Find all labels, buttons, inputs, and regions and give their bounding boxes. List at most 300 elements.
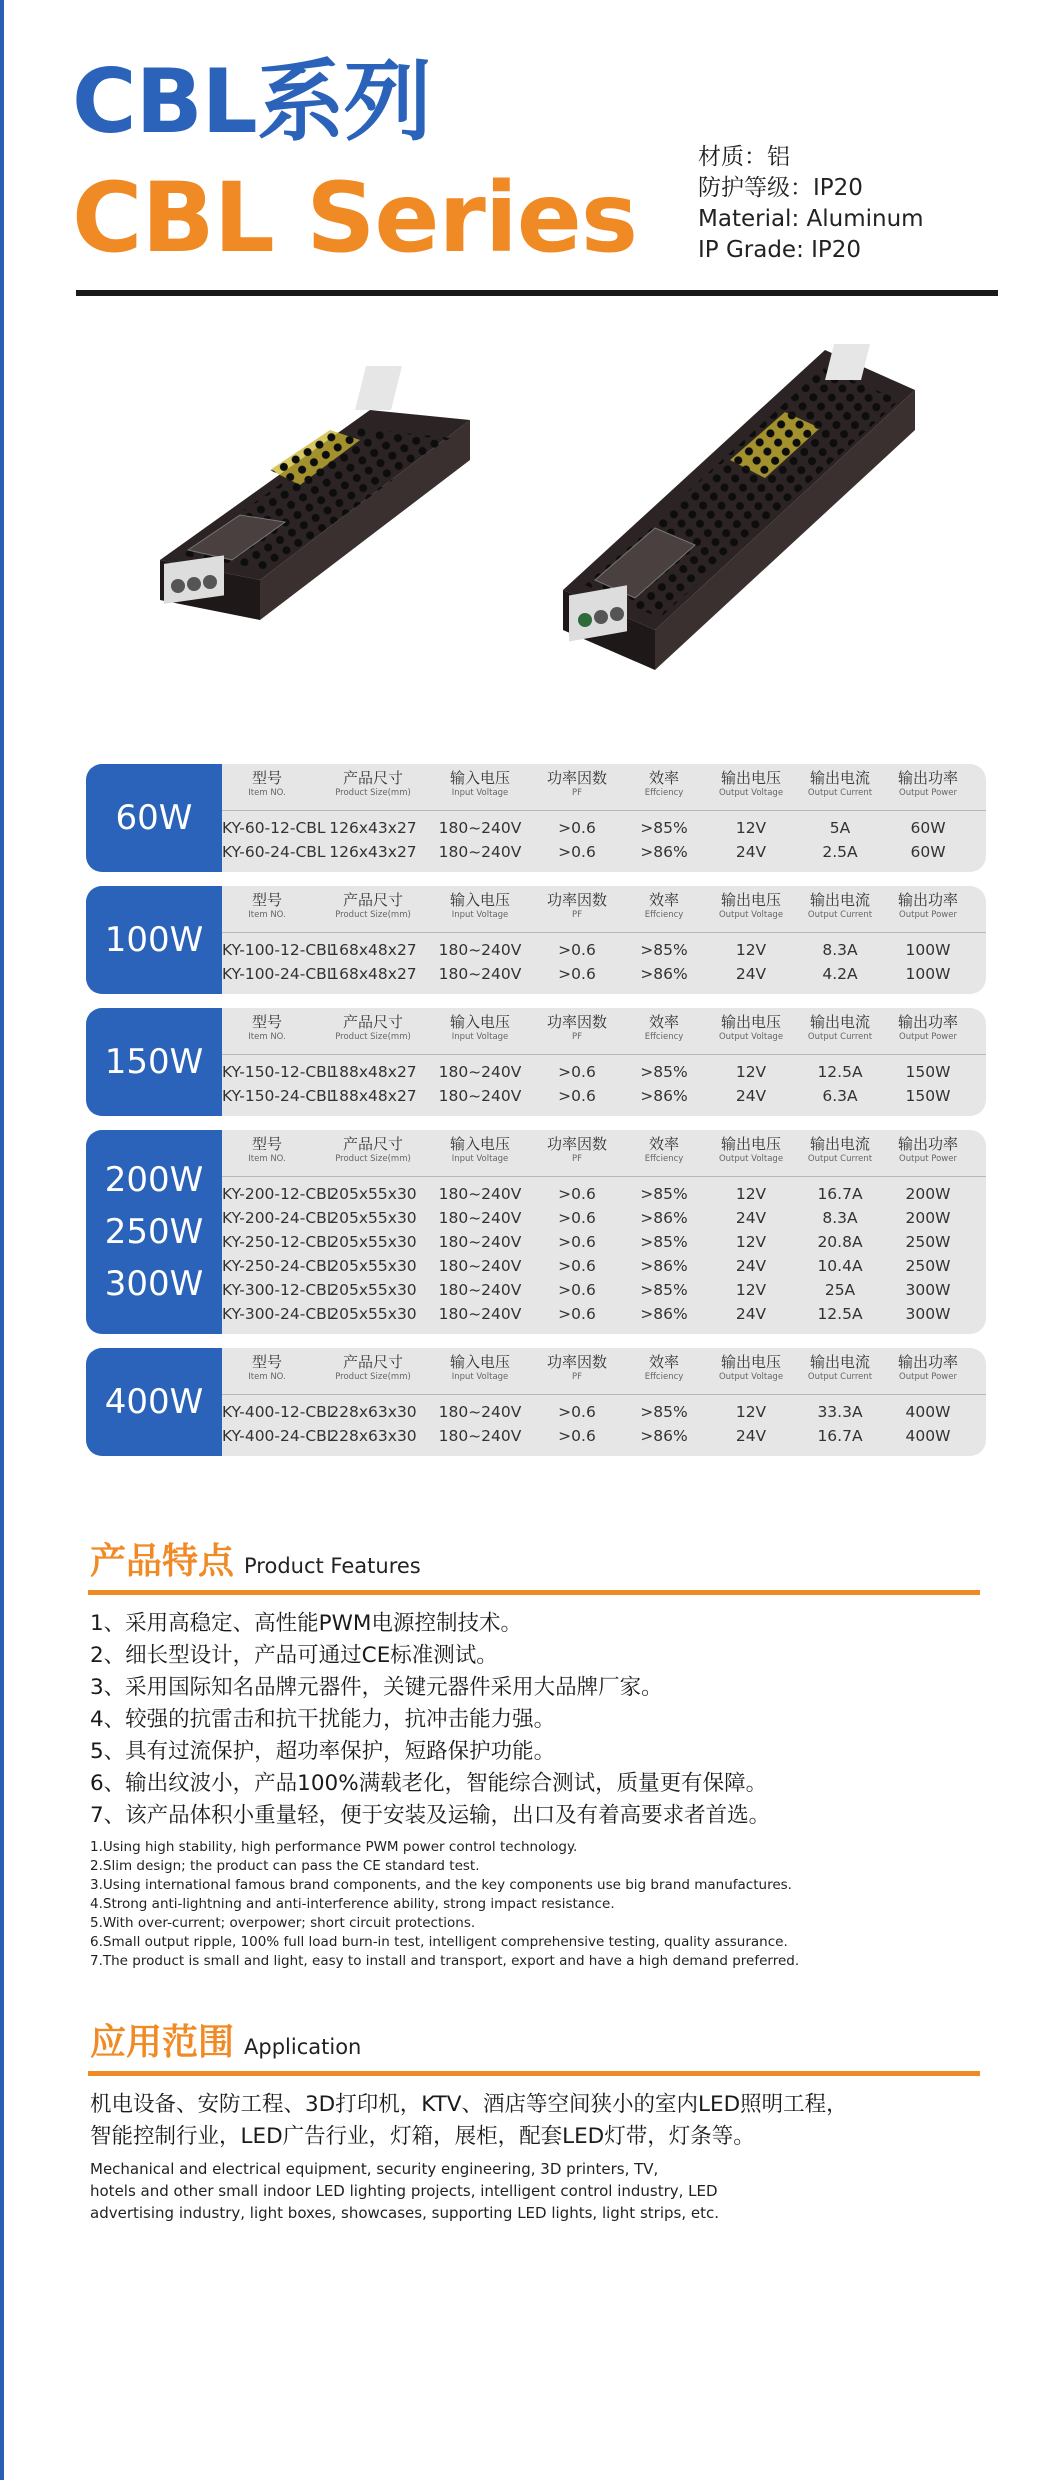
table-cell: 24V: [735, 1209, 767, 1227]
table-cell: >85%: [640, 1063, 688, 1081]
table-cell: 205x55x30: [329, 1209, 417, 1227]
table-row: [222, 816, 986, 840]
table-cell: 200W: [905, 1185, 951, 1203]
wattage-badge: [86, 1130, 222, 1334]
product-photo-long: [555, 340, 935, 700]
column-header: [883, 770, 973, 799]
table-cell: 168x48x27: [329, 965, 417, 983]
feature-cn-item: 2、细长型设计，产品可通过CE标准测试。: [90, 1643, 498, 1668]
table-row: [222, 1206, 986, 1230]
table-cell: 400W: [905, 1403, 951, 1421]
column-header: [532, 892, 622, 921]
table-cell: KY-250-12-CBL: [222, 1233, 336, 1251]
column-header-cn: 产品尺寸: [342, 769, 403, 787]
table-cell: 24V: [735, 1087, 767, 1105]
table-cell: 205x55x30: [329, 1257, 417, 1275]
spec-table-group: [86, 1008, 986, 1116]
table-row: [222, 1400, 986, 1424]
table-cell: 6.3A: [822, 1087, 858, 1105]
column-header-cn: 产品尺寸: [342, 1013, 403, 1031]
column-header-cn: 输出功率: [897, 1353, 958, 1371]
column-header-en: Output Current: [807, 788, 873, 798]
column-header: [532, 1014, 622, 1043]
column-header-en: Output Current: [807, 1032, 873, 1042]
column-header-en: Effciency: [644, 1032, 684, 1042]
table-cell: >0.6: [558, 843, 596, 861]
feature-en-item: 5.With over-current; overpower; short circuit protections.: [90, 1915, 476, 1931]
table-row: [222, 1254, 986, 1278]
column-header-cn: 效率: [648, 769, 679, 787]
feature-cn-item: 4、较强的抗雷击和抗干扰能力，抗冲击能力强。: [90, 1707, 556, 1732]
column-header-cn: 输入电压: [449, 769, 510, 787]
table-cell: KY-300-24-CBL: [222, 1305, 336, 1323]
table-cell: KY-100-12-CBL: [222, 941, 336, 959]
table-cell: >86%: [640, 965, 688, 983]
column-header: [795, 892, 885, 921]
column-header-en: Output Voltage: [718, 910, 784, 920]
column-header: [706, 1136, 796, 1165]
application-title-cn: 应用范围: [90, 2022, 235, 2063]
table-cell: 5A: [829, 819, 851, 837]
spec-material-en: Material: Aluminum: [698, 206, 924, 232]
table-cell: >85%: [640, 819, 688, 837]
table-cell: 180~240V: [438, 1209, 522, 1227]
column-header: [795, 770, 885, 799]
column-header-cn: 输出电流: [809, 1013, 870, 1031]
application-cn-line: 智能控制行业，LED广告行业，灯箱，展柜，配套LED灯带，灯条等。: [90, 2124, 755, 2149]
table-cell: 180~240V: [438, 843, 522, 861]
wattage-label: 200W: [104, 1160, 204, 1200]
column-header-cn: 型号: [251, 1353, 282, 1371]
column-header-en: Effciency: [644, 1154, 684, 1164]
column-header: [222, 1014, 312, 1043]
column-header-cn: 功率因数: [546, 1135, 607, 1153]
wattage-label: 250W: [104, 1212, 204, 1252]
column-header-cn: 功率因数: [546, 1013, 607, 1031]
column-header: [222, 770, 312, 799]
table-row: [222, 1424, 986, 1448]
table-cell: >0.6: [558, 941, 596, 959]
table-cell: 12V: [735, 1281, 767, 1299]
column-header-cn: 效率: [648, 891, 679, 909]
table-cell: >86%: [640, 1305, 688, 1323]
table-cell: 24V: [735, 1257, 767, 1275]
column-header: [706, 1354, 796, 1383]
table-cell: KY-250-24-CBL: [222, 1257, 336, 1275]
column-header-en: Effciency: [644, 788, 684, 798]
table-cell: 200W: [905, 1209, 951, 1227]
table-cell: KY-60-12-CBL: [222, 819, 326, 837]
column-header-en: Input Voltage: [451, 910, 509, 920]
table-cell: 126x43x27: [329, 843, 417, 861]
table-cell: >86%: [640, 843, 688, 861]
column-header: [619, 770, 709, 799]
feature-cn-item: 6、输出纹波小，产品100%满载老化，智能综合测试，质量更有保障。: [90, 1771, 768, 1796]
column-header-cn: 型号: [251, 1013, 282, 1031]
table-cell: 188x48x27: [329, 1063, 417, 1081]
column-header-en: Item NO.: [248, 788, 286, 798]
column-header-en: Input Voltage: [451, 1154, 509, 1164]
features-section-title: [90, 1533, 421, 1584]
application-en-line: Mechanical and electrical equipment, security engineering, 3D printers, TV,: [90, 2160, 659, 2178]
column-header: [222, 892, 312, 921]
table-cell: 12V: [735, 1233, 767, 1251]
table-cell: 12.5A: [817, 1305, 863, 1323]
column-header: [883, 1014, 973, 1043]
column-header: [795, 1014, 885, 1043]
table-cell: 180~240V: [438, 819, 522, 837]
table-cell: 12V: [735, 941, 767, 959]
column-header: [706, 892, 796, 921]
column-header: [328, 1136, 418, 1165]
column-header-en: Effciency: [644, 910, 684, 920]
feature-cn-item: 5、具有过流保护，超功率保护，短路保护功能。: [90, 1739, 556, 1764]
table-cell: 100W: [905, 965, 951, 983]
column-header: [435, 1354, 525, 1383]
column-header-cn: 型号: [251, 891, 282, 909]
table-cell: 150W: [905, 1063, 951, 1081]
column-header: [435, 892, 525, 921]
table-row: [222, 938, 986, 962]
table-cell: 150W: [905, 1087, 951, 1105]
column-header-cn: 输出电压: [720, 1353, 781, 1371]
table-cell: >0.6: [558, 1063, 596, 1081]
table-cell: KY-200-12-CBL: [222, 1185, 336, 1203]
spec-block: [698, 142, 924, 266]
table-cell: 8.3A: [822, 1209, 858, 1227]
table-row: [222, 840, 986, 864]
table-cell: 24V: [735, 965, 767, 983]
table-cell: 180~240V: [438, 1403, 522, 1421]
table-row: [222, 962, 986, 986]
table-header: [222, 886, 986, 933]
column-header-en: Product Size(mm): [335, 1154, 411, 1164]
spec-material-cn: 材质：铝: [698, 144, 790, 170]
table-cell: 180~240V: [438, 1257, 522, 1275]
table-cell: 180~240V: [438, 1185, 522, 1203]
column-header: [532, 1136, 622, 1165]
column-header: [883, 1136, 973, 1165]
table-header: [222, 1130, 986, 1177]
column-header-en: Output Current: [807, 1372, 873, 1382]
table-cell: KY-100-24-CBL: [222, 965, 336, 983]
column-header-en: Effciency: [644, 1372, 684, 1382]
table-cell: KY-150-12-CBL: [222, 1063, 336, 1081]
column-header-en: Input Voltage: [451, 788, 509, 798]
table-cell: KY-400-24-CBL: [222, 1427, 336, 1445]
table-cell: 180~240V: [438, 1305, 522, 1323]
table-cell: >0.6: [558, 965, 596, 983]
product-photo-short: [120, 350, 480, 630]
application-en-line: advertising industry, light boxes, showcases, supporting LED lights, light strips, etc.: [90, 2204, 719, 2222]
column-header-en: Output Power: [899, 1032, 957, 1042]
column-header-cn: 输出电压: [720, 769, 781, 787]
column-header-cn: 效率: [648, 1013, 679, 1031]
feature-en-item: 7.The product is small and light, easy to install and transport, export and have a high demand preferred.: [90, 1953, 800, 1969]
column-header-en: Output Voltage: [718, 1154, 784, 1164]
column-header-en: Input Voltage: [451, 1372, 509, 1382]
table-header: [222, 1348, 986, 1395]
table-cell: 60W: [910, 843, 946, 861]
table-cell: 180~240V: [438, 1087, 522, 1105]
column-header-cn: 功率因数: [546, 1353, 607, 1371]
table-cell: >0.6: [558, 1209, 596, 1227]
application-en-line: hotels and other small indoor LED lighting projects, intelligent control industry, LED: [90, 2182, 718, 2200]
table-row: [222, 1302, 986, 1326]
spec-table-group: [86, 886, 986, 994]
column-header-en: Output Power: [899, 1372, 957, 1382]
wattage-badge: [86, 886, 222, 994]
column-header-cn: 输入电压: [449, 1353, 510, 1371]
column-header-en: Item NO.: [248, 1154, 286, 1164]
column-header: [706, 770, 796, 799]
column-header: [328, 892, 418, 921]
table-cell: 12.5A: [817, 1063, 863, 1081]
table-cell: 2.5A: [822, 843, 858, 861]
column-header: [222, 1136, 312, 1165]
column-header: [435, 1014, 525, 1043]
column-header-en: PF: [571, 1032, 582, 1042]
column-header-en: Input Voltage: [451, 1032, 509, 1042]
application-text-cn: [90, 2089, 848, 2153]
table-header: [222, 764, 986, 811]
wattage-badge: [86, 764, 222, 872]
feature-cn-item: 1、采用高稳定、高性能PWM电源控制技术。: [90, 1611, 522, 1636]
table-cell: 126x43x27: [329, 819, 417, 837]
column-header-cn: 效率: [648, 1353, 679, 1371]
table-cell: 205x55x30: [329, 1281, 417, 1299]
column-header-en: Output Current: [807, 1154, 873, 1164]
column-header-cn: 型号: [251, 1135, 282, 1153]
table-cell: 180~240V: [438, 1427, 522, 1445]
table-cell: >86%: [640, 1427, 688, 1445]
feature-en-item: 3.Using international famous brand components, and the key components use big brand manufactures.: [90, 1877, 792, 1893]
column-header-en: Product Size(mm): [335, 1372, 411, 1382]
table-cell: 24V: [735, 1305, 767, 1323]
table-cell: 24V: [735, 1427, 767, 1445]
table-cell: 300W: [905, 1281, 951, 1299]
table-cell: >85%: [640, 1403, 688, 1421]
column-header-en: Item NO.: [248, 910, 286, 920]
wattage-label: 400W: [104, 1382, 204, 1422]
table-cell: 24V: [735, 843, 767, 861]
wattage-label: 100W: [104, 920, 204, 960]
column-header-en: PF: [571, 910, 582, 920]
table-cell: 228x63x30: [329, 1403, 417, 1421]
table-cell: 12V: [735, 1403, 767, 1421]
wattage-badge: [86, 1348, 222, 1456]
feature-en-item: 6.Small output ripple, 100% full load burn-in test, intelligent comprehensive testing, quality assurance.: [90, 1934, 788, 1950]
column-header-cn: 输出电压: [720, 1135, 781, 1153]
table-cell: KY-300-12-CBL: [222, 1281, 336, 1299]
left-edge-stripe: [0, 0, 4, 2480]
table-cell: >0.6: [558, 1305, 596, 1323]
table-cell: 100W: [905, 941, 951, 959]
column-header-en: Output Voltage: [718, 788, 784, 798]
spec-table-group: [86, 764, 986, 872]
table-cell: >86%: [640, 1209, 688, 1227]
column-header-cn: 功率因数: [546, 891, 607, 909]
column-header-cn: 输入电压: [449, 891, 510, 909]
column-header-en: Product Size(mm): [335, 910, 411, 920]
table-cell: KY-150-24-CBL: [222, 1087, 336, 1105]
wattage-label: 300W: [104, 1264, 204, 1304]
table-header: [222, 1008, 986, 1055]
table-cell: 228x63x30: [329, 1427, 417, 1445]
features-title-cn: 产品特点: [90, 1541, 235, 1582]
column-header-cn: 输出功率: [897, 1135, 958, 1153]
column-header-en: PF: [571, 1372, 582, 1382]
table-cell: 16.7A: [817, 1427, 863, 1445]
table-row: [222, 1230, 986, 1254]
column-header-cn: 输入电压: [449, 1135, 510, 1153]
table-row: [222, 1060, 986, 1084]
table-cell: >0.6: [558, 819, 596, 837]
feature-en-item: 1.Using high stability, high performance PWM power control technology.: [90, 1839, 578, 1855]
column-header-en: Item NO.: [248, 1372, 286, 1382]
column-header: [795, 1136, 885, 1165]
spec-ip-en: IP Grade: IP20: [698, 237, 862, 263]
column-header-en: Product Size(mm): [335, 1032, 411, 1042]
table-row: [222, 1182, 986, 1206]
column-header-cn: 功率因数: [546, 769, 607, 787]
table-cell: >85%: [640, 941, 688, 959]
table-cell: 12V: [735, 1063, 767, 1081]
table-cell: >85%: [640, 1281, 688, 1299]
column-header-cn: 型号: [251, 769, 282, 787]
column-header-cn: 输出电流: [809, 891, 870, 909]
column-header: [795, 1354, 885, 1383]
table-cell: 25A: [824, 1281, 856, 1299]
series-title-en: CBL Series: [72, 162, 637, 274]
column-header-cn: 输出电流: [809, 1135, 870, 1153]
table-cell: 60W: [910, 819, 946, 837]
column-header: [619, 1014, 709, 1043]
table-cell: KY-400-12-CBL: [222, 1403, 336, 1421]
feature-en-item: 2.Slim design; the product can pass the CE standard test.: [90, 1858, 480, 1874]
table-cell: 20.8A: [817, 1233, 863, 1251]
column-header: [706, 1014, 796, 1043]
column-header-en: Item NO.: [248, 1032, 286, 1042]
feature-en-item: 4.Strong anti-lightning and anti-interference ability, strong impact resistance.: [90, 1896, 615, 1912]
table-cell: KY-60-24-CBL: [222, 843, 326, 861]
table-cell: >0.6: [558, 1427, 596, 1445]
table-row: [222, 1084, 986, 1108]
table-cell: >0.6: [558, 1403, 596, 1421]
column-header-cn: 输出电流: [809, 769, 870, 787]
column-header-en: PF: [571, 1154, 582, 1164]
table-cell: 16.7A: [817, 1185, 863, 1203]
table-cell: 180~240V: [438, 965, 522, 983]
column-header: [883, 892, 973, 921]
column-header-en: Output Power: [899, 1154, 957, 1164]
table-cell: >0.6: [558, 1257, 596, 1275]
table-cell: KY-200-24-CBL: [222, 1209, 336, 1227]
table-cell: 4.2A: [822, 965, 858, 983]
column-header-cn: 输出电流: [809, 1353, 870, 1371]
column-header-en: PF: [571, 788, 582, 798]
column-header: [619, 1136, 709, 1165]
column-header-cn: 产品尺寸: [342, 891, 403, 909]
features-title-en: Product Features: [244, 1554, 421, 1578]
feature-cn-item: 7、该产品体积小重量轻，便于安装及运输，出口及有着高要求者首选。: [90, 1803, 771, 1828]
table-cell: 12V: [735, 819, 767, 837]
header-divider: [76, 290, 998, 296]
column-header: [532, 1354, 622, 1383]
column-header-cn: 输出电压: [720, 891, 781, 909]
table-row: [222, 1278, 986, 1302]
table-cell: >0.6: [558, 1087, 596, 1105]
column-header-cn: 输出功率: [897, 891, 958, 909]
table-cell: 12V: [735, 1185, 767, 1203]
column-header-cn: 输出功率: [897, 1013, 958, 1031]
column-header: [435, 770, 525, 799]
features-list-en: [90, 1838, 799, 1971]
application-cn-line: 机电设备、安防工程、3D打印机，KTV、酒店等空间狭小的室内LED照明工程，: [90, 2092, 848, 2117]
spec-table-group: [86, 1348, 986, 1456]
column-header-en: Output Voltage: [718, 1372, 784, 1382]
table-cell: 400W: [905, 1427, 951, 1445]
column-header: [328, 1014, 418, 1043]
column-header: [883, 1354, 973, 1383]
column-header: [532, 770, 622, 799]
table-cell: >85%: [640, 1185, 688, 1203]
table-cell: 250W: [905, 1257, 951, 1275]
column-header: [619, 892, 709, 921]
column-header: [619, 1354, 709, 1383]
table-cell: >86%: [640, 1087, 688, 1105]
table-cell: 188x48x27: [329, 1087, 417, 1105]
table-cell: >85%: [640, 1233, 688, 1251]
application-divider: [88, 2071, 980, 2076]
table-cell: 250W: [905, 1233, 951, 1251]
feature-cn-item: 3、采用国际知名品牌元器件，关键元器件采用大品牌厂家。: [90, 1675, 663, 1700]
table-cell: 180~240V: [438, 1233, 522, 1251]
column-header: [435, 1136, 525, 1165]
application-text-en: [90, 2158, 719, 2224]
table-cell: 10.4A: [817, 1257, 863, 1275]
application-section-title: [90, 2014, 361, 2065]
wattage-label: 150W: [104, 1042, 204, 1082]
table-cell: 205x55x30: [329, 1233, 417, 1251]
table-cell: 205x55x30: [329, 1305, 417, 1323]
table-cell: >0.6: [558, 1233, 596, 1251]
series-title-cn: CBL系列: [72, 50, 431, 153]
column-header-en: Output Voltage: [718, 1032, 784, 1042]
table-cell: 180~240V: [438, 1281, 522, 1299]
table-cell: 180~240V: [438, 1063, 522, 1081]
table-cell: 300W: [905, 1305, 951, 1323]
spec-ip-cn: 防护等级：IP20: [698, 175, 863, 201]
column-header-en: Output Power: [899, 788, 957, 798]
column-header: [328, 1354, 418, 1383]
column-header-en: Output Power: [899, 910, 957, 920]
application-title-en: Application: [244, 2035, 362, 2059]
table-cell: >0.6: [558, 1185, 596, 1203]
table-cell: 180~240V: [438, 941, 522, 959]
column-header-en: Output Current: [807, 910, 873, 920]
column-header-cn: 输入电压: [449, 1013, 510, 1031]
column-header-cn: 输出功率: [897, 769, 958, 787]
table-cell: 8.3A: [822, 941, 858, 959]
table-cell: 33.3A: [817, 1403, 863, 1421]
column-header-cn: 产品尺寸: [342, 1135, 403, 1153]
table-cell: 205x55x30: [329, 1185, 417, 1203]
column-header: [328, 770, 418, 799]
column-header-cn: 输出电压: [720, 1013, 781, 1031]
features-divider: [88, 1590, 980, 1595]
column-header-cn: 效率: [648, 1135, 679, 1153]
